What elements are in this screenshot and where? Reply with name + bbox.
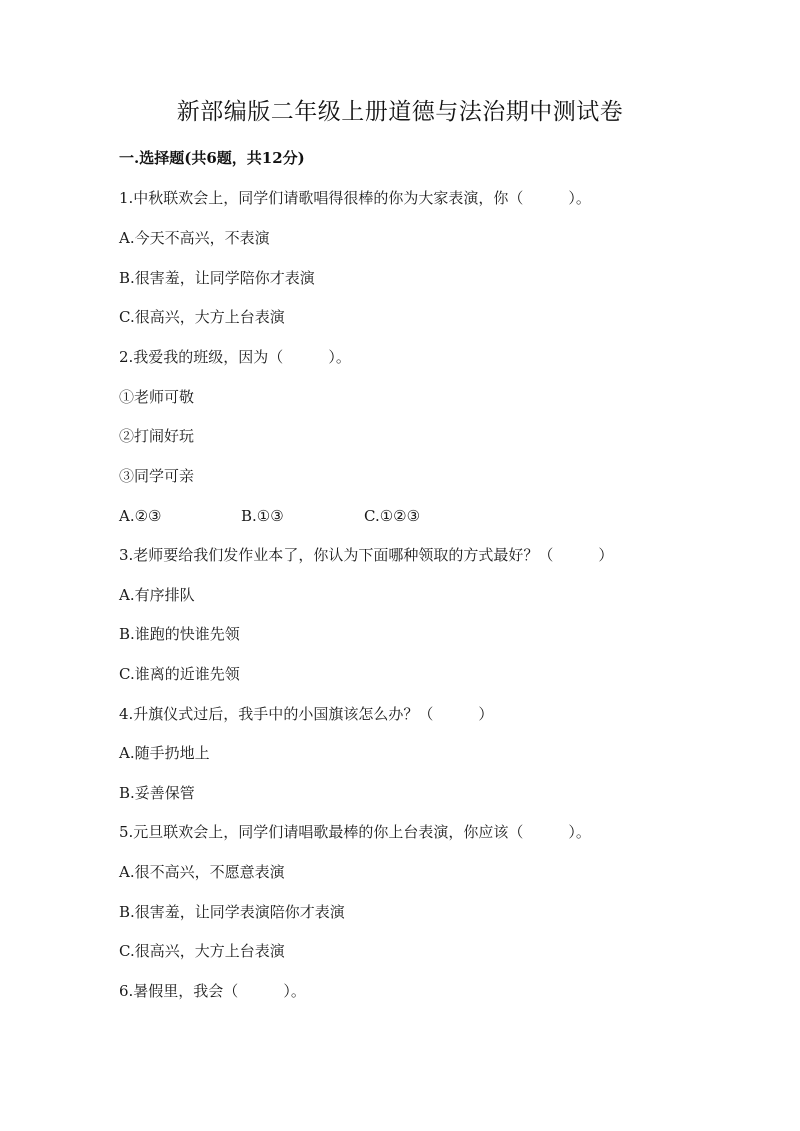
page-title: 新部编版二年级上册道德与法治期中测试卷 <box>176 99 624 125</box>
question-3-stem: 3.老师要给我们发作业本了，你认为下面哪种领取的方式最好？（ ） <box>119 546 614 564</box>
question-2-option-a: A.②③ <box>119 507 162 525</box>
question-6-stem: 6.暑假里，我会（ ）。 <box>119 982 306 1000</box>
question-1-option-c: C.很高兴，大方上台表演 <box>119 308 285 326</box>
question-5-option-b: B.很害羞，让同学表演陪你才表演 <box>119 903 345 921</box>
question-3-option-c: C.谁离的近谁先领 <box>119 665 240 683</box>
question-1-stem: 1.中秋联欢会上，同学们请歌唱得很棒的你为大家表演，你（ ）。 <box>119 189 591 207</box>
question-2-options <box>119 504 719 528</box>
question-1-option-b: B.很害羞，让同学陪你才表演 <box>119 269 315 287</box>
question-5-stem: 5.元旦联欢会上，同学们请唱歌最棒的你上台表演，你应该（ ）。 <box>119 823 591 841</box>
question-2-statement-3: ③同学可亲 <box>119 467 195 485</box>
question-3-option-a: A.有序排队 <box>119 586 195 604</box>
question-1-option-a: A.今天不高兴，不表演 <box>119 229 270 247</box>
question-4-stem: 4.升旗仪式过后，我手中的小国旗该怎么办？（ ） <box>119 705 494 723</box>
question-2-stem: 2.我爱我的班级，因为（ ）。 <box>119 348 351 366</box>
question-5-option-a: A.很不高兴，不愿意表演 <box>119 863 285 881</box>
question-3-option-b: B.谁跑的快谁先领 <box>119 625 240 643</box>
question-5-option-c: C.很高兴，大方上台表演 <box>119 942 285 960</box>
section-heading: 一.选择题(共6题，共12分) <box>119 149 305 167</box>
question-2-statement-1: ①老师可敬 <box>119 388 195 406</box>
question-2-option-c: C.①②③ <box>364 507 421 525</box>
question-2-option-b: B.①③ <box>241 507 284 525</box>
question-4-option-b: B.妥善保管 <box>119 784 195 802</box>
question-2-statement-2: ②打闹好玩 <box>119 427 195 445</box>
question-4-option-a: A.随手扔地上 <box>119 744 210 762</box>
